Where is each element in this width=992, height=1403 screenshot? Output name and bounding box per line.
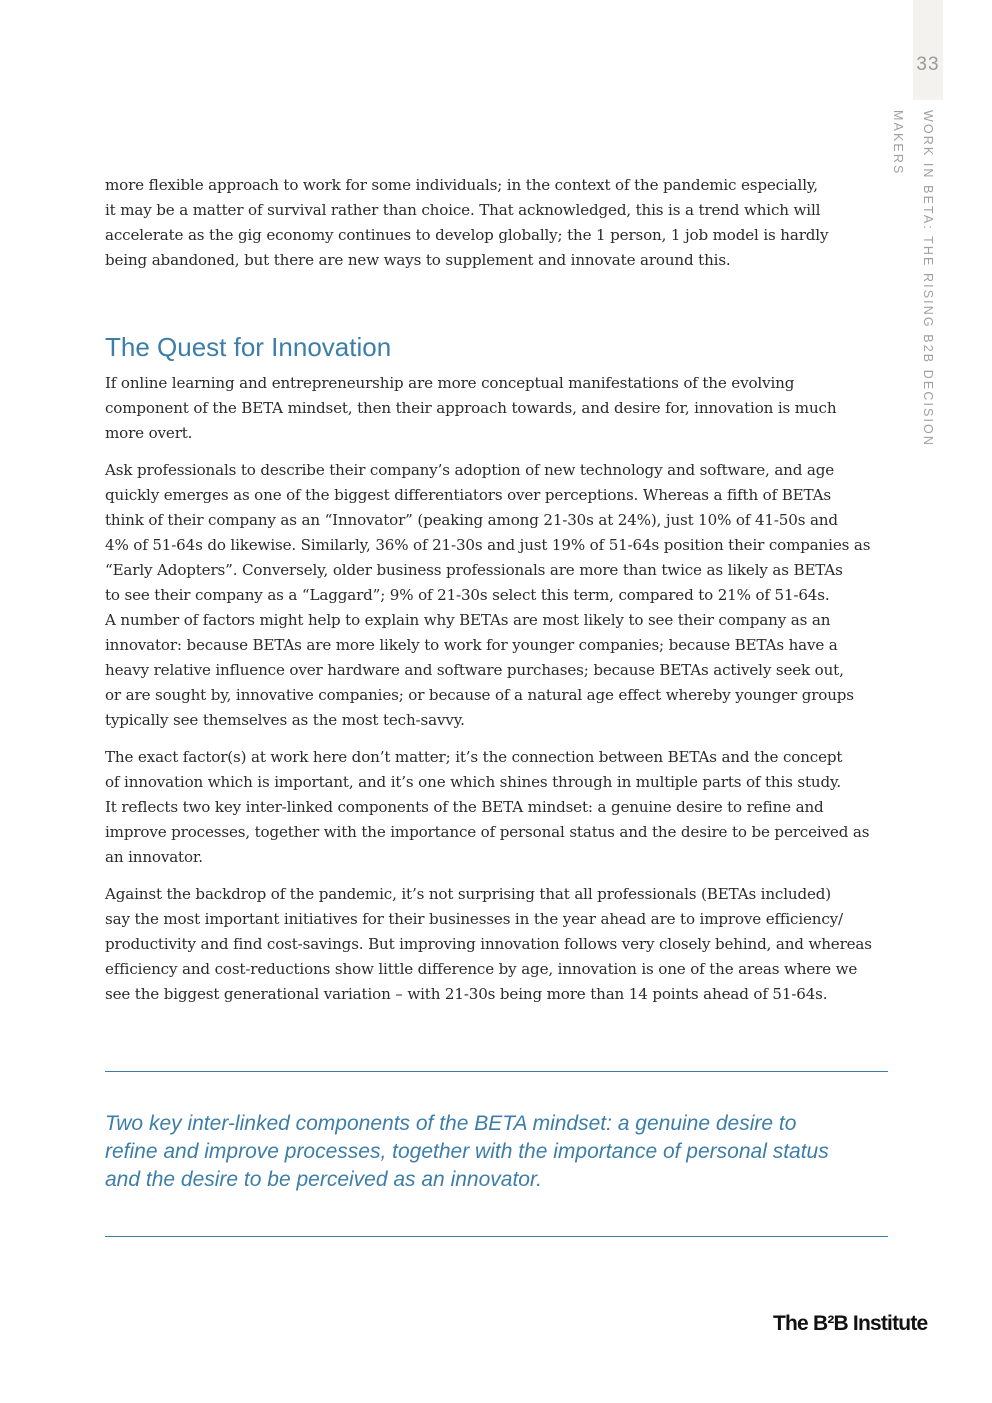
running-header-title: WORK IN BETA: THE RISING B2B DECISION MAKERS [891,110,935,448]
pull-quote-top-rule [105,1071,888,1072]
intro-paragraph: more flexible approach to work for some individuals; in the context of the pandemic especially, it may be a matter of survival rather than choice. That acknowledged, this is a trend which will accelerate as the gig economy continues to develop globally; the 1 person, 1 job model is hardly being abandoned, but there are new ways to supplement and innovate around this. [105,176,829,269]
body-paragraph-3: The exact factor(s) at work here don’t matter; it’s the connection between BETAs and the concept of innovation which is important, and it’s one which shines through in multiple parts of this study. It reflects two key inter-linked components of the BETA mindset: a genuine desire to refine and improve processes, together with the importance of personal status and the desire to be perceived as an innovator. [105,748,870,866]
body-paragraph-2: Ask professionals to describe their company’s adoption of new technology and software, and age quickly emerges as one of the biggest differentiators over perceptions. Whereas a fifth of BETAs think of their company as an “Innovator” (peaking among 21-30s at 24%), just 10% of 41-50s and 4% of 51-64s do likewise. Similarly, 36% of 21-30s and just 19% of 51-64s position their companies as “Early Adopters”. Conversely, older business professionals are more than twice as likely as BETAs to see their company as a “Laggard”; 9% of 21-30s select this term, compared to 21% of 51-64s. A number of factors might help to explain why BETAs are most likely to see their company as an innovator: because BETAs are more likely to work for younger companies; because BETAs have a heavy relative influence over hardware and software purchases; because BETAs actively seek out, or are sought by, innovative companies; or because of a natural age effect whereby younger groups typically see themselves as the most tech-savvy. [105,461,871,729]
body-paragraph-4: Against the backdrop of the pandemic, it’s not surprising that all professionals (BETAs included) say the most important initiatives for their businesses in the year ahead are to improve efficiency/ productivity and find cost-savings. But improving innovation follows very closely behind, and whereas efficiency and cost-reductions show little difference by age, innovation is one of the areas where we see the biggest generational variation – with 21-30s being more than 14 points ahead of 51-64s. [105,885,872,1003]
b2b-institute-logo: The B²B Institute [773,1312,928,1335]
body-paragraph-1: If online learning and entrepreneurship are more conceptual manifestations of the evolving component of the BETA mindset, then their approach towards, and desire for, innovation is much more overt. [105,374,837,442]
pull-quote: Two key inter-linked components of the BETA mindset: a genuine desire to refine and improve processes, together with the importance of personal status and the desire to be perceived as an innovator. [105,1112,829,1191]
section-heading: The Quest for Innovation [105,332,392,362]
page-number: 33 [916,54,940,75]
pull-quote-bottom-rule [105,1236,888,1237]
article-body [105,173,895,1007]
page-number-tab [913,0,943,100]
